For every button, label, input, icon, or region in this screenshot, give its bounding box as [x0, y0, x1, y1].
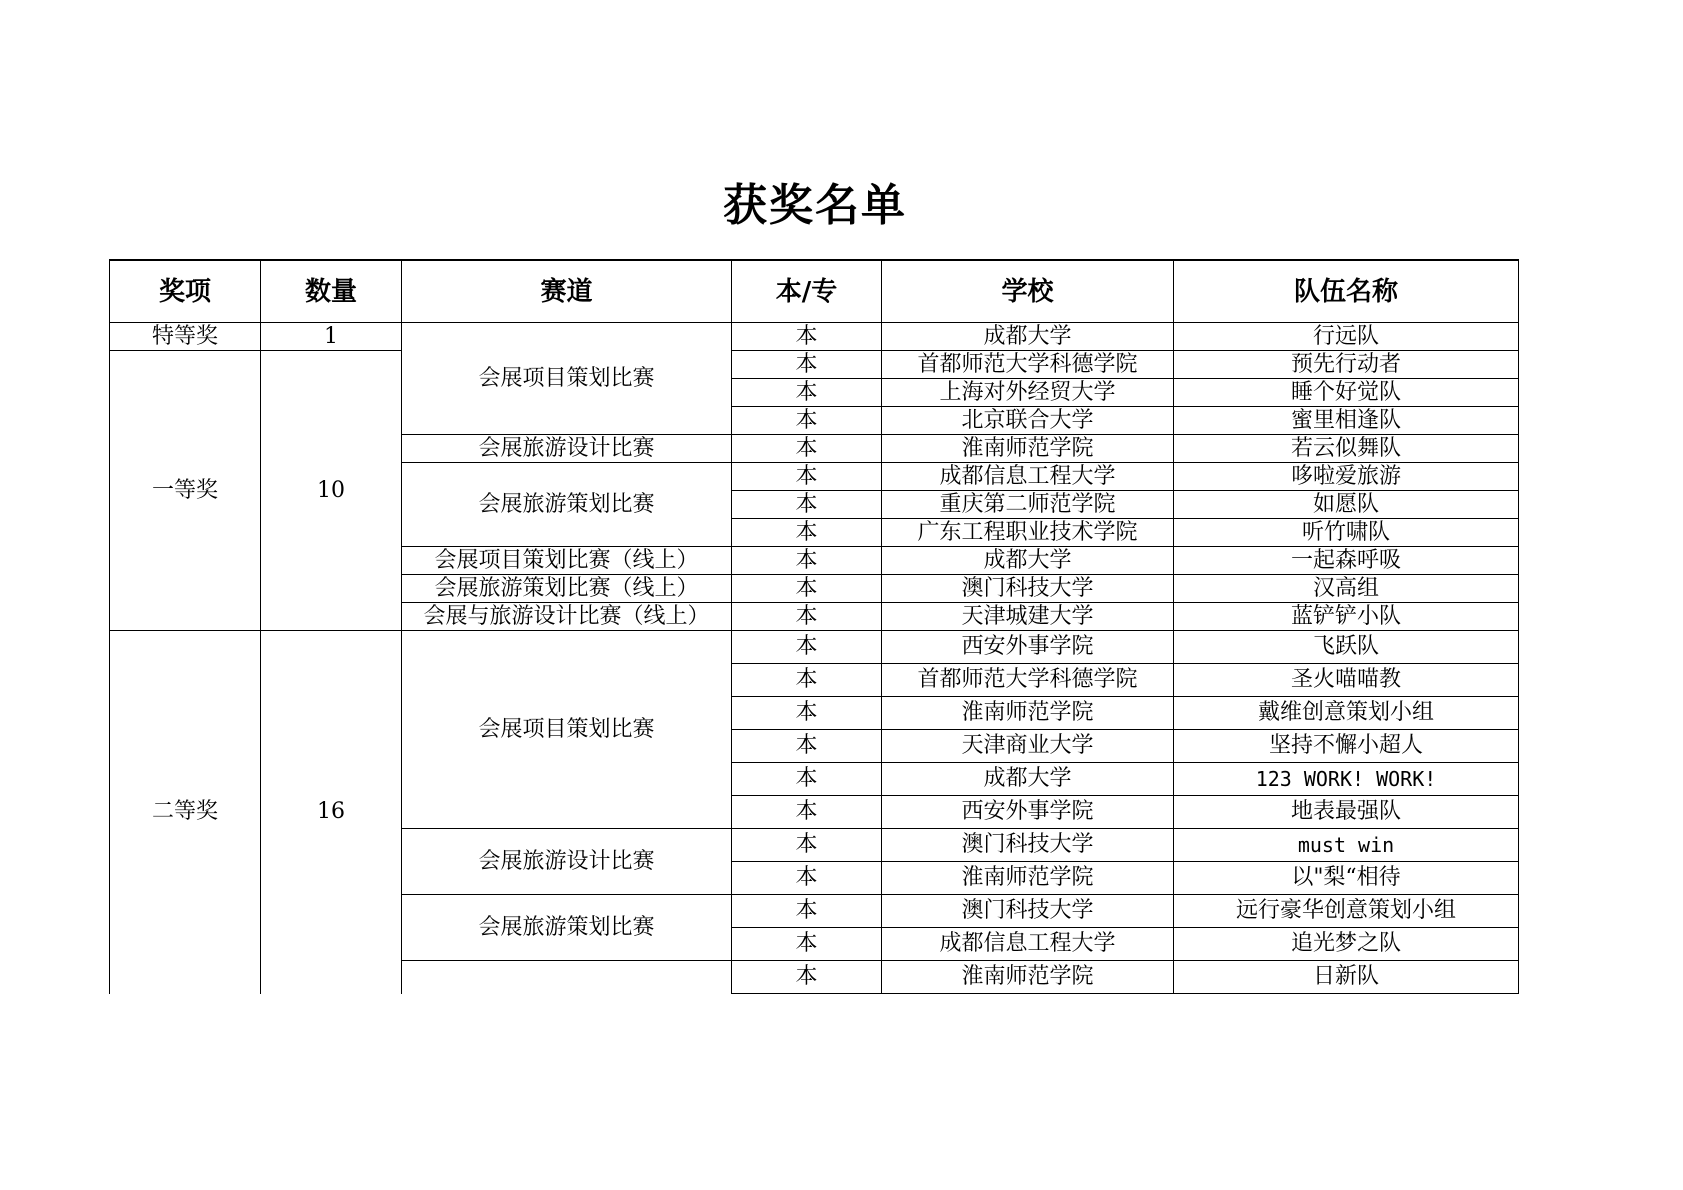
- column-header-track: 赛道: [402, 260, 732, 323]
- team-cell: 听竹啸队: [1174, 519, 1519, 547]
- table-row: [110, 323, 1519, 351]
- level-cell: 本: [732, 351, 882, 379]
- school-cell: 西安外事学院: [882, 796, 1174, 829]
- level-cell: 本: [732, 603, 882, 631]
- school-cell: 成都大学: [882, 763, 1174, 796]
- team-cell: 如愿队: [1174, 491, 1519, 519]
- count-cell: 16: [261, 631, 402, 994]
- school-cell: 澳门科技大学: [882, 575, 1174, 603]
- school-cell: 北京联合大学: [882, 407, 1174, 435]
- page-title: 获奖名单: [723, 180, 907, 231]
- school-cell: 淮南师范学院: [882, 862, 1174, 895]
- column-header-award: 奖项: [110, 260, 261, 323]
- school-cell: 首都师范大学科德学院: [882, 664, 1174, 697]
- school-cell: 成都信息工程大学: [882, 928, 1174, 961]
- level-cell: 本: [732, 379, 882, 407]
- award-cell: 一等奖: [110, 351, 261, 631]
- track-cell: 会展项目策划比赛: [402, 631, 732, 829]
- table-row: [110, 351, 1519, 379]
- team-cell: 飞跃队: [1174, 631, 1519, 664]
- level-cell: 本: [732, 796, 882, 829]
- school-cell: 广东工程职业技术学院: [882, 519, 1174, 547]
- level-cell: 本: [732, 763, 882, 796]
- award-cell: 二等奖: [110, 631, 261, 994]
- team-cell: 蓝铲铲小队: [1174, 603, 1519, 631]
- level-cell: 本: [732, 730, 882, 763]
- level-cell: 本: [732, 862, 882, 895]
- team-cell: 汉高组: [1174, 575, 1519, 603]
- level-cell: 本: [732, 631, 882, 664]
- level-cell: 本: [732, 407, 882, 435]
- team-cell: 若云似舞队: [1174, 435, 1519, 463]
- team-cell: 远行豪华创意策划小组: [1174, 895, 1519, 928]
- team-cell: 哆啦爱旅游: [1174, 463, 1519, 491]
- team-cell: must win: [1174, 829, 1519, 862]
- team-cell: 一起森呼吸: [1174, 547, 1519, 575]
- school-cell: 成都大学: [882, 323, 1174, 351]
- team-cell: 戴维创意策划小组: [1174, 697, 1519, 730]
- level-cell: 本: [732, 323, 882, 351]
- school-cell: 淮南师范学院: [882, 697, 1174, 730]
- team-cell: 行远队: [1174, 323, 1519, 351]
- track-cell: 会展旅游设计比赛: [402, 829, 732, 895]
- level-cell: 本: [732, 547, 882, 575]
- team-cell: 地表最强队: [1174, 796, 1519, 829]
- award-table: [109, 259, 1519, 994]
- count-cell: 10: [261, 351, 402, 631]
- track-cell: 会展项目策划比赛（线上）: [402, 547, 732, 575]
- track-cell: 会展项目策划比赛: [402, 323, 732, 435]
- school-cell: 首都师范大学科德学院: [882, 351, 1174, 379]
- track-cell: 会展旅游策划比赛: [402, 895, 732, 961]
- level-cell: 本: [732, 664, 882, 697]
- school-cell: 西安外事学院: [882, 631, 1174, 664]
- column-header-count: 数量: [261, 260, 402, 323]
- column-header-school: 学校: [882, 260, 1174, 323]
- column-header-team: 队伍名称: [1174, 260, 1519, 323]
- header-row: [110, 260, 1519, 323]
- level-cell: 本: [732, 575, 882, 603]
- team-cell: 以"梨“相待: [1174, 862, 1519, 895]
- track-cell: [402, 961, 732, 994]
- school-cell: 上海对外经贸大学: [882, 379, 1174, 407]
- level-cell: 本: [732, 928, 882, 961]
- level-cell: 本: [732, 829, 882, 862]
- level-cell: 本: [732, 491, 882, 519]
- school-cell: 天津商业大学: [882, 730, 1174, 763]
- team-cell: 睡个好觉队: [1174, 379, 1519, 407]
- school-cell: 淮南师范学院: [882, 435, 1174, 463]
- team-cell: 蜜里相逢队: [1174, 407, 1519, 435]
- school-cell: 澳门科技大学: [882, 895, 1174, 928]
- school-cell: 成都信息工程大学: [882, 463, 1174, 491]
- team-cell: 123 WORK! WORK!: [1174, 763, 1519, 796]
- column-header-level: 本/专: [732, 260, 882, 323]
- track-cell: 会展旅游策划比赛: [402, 463, 732, 547]
- track-cell: 会展旅游策划比赛（线上）: [402, 575, 732, 603]
- school-cell: 天津城建大学: [882, 603, 1174, 631]
- school-cell: 淮南师范学院: [882, 961, 1174, 994]
- school-cell: 成都大学: [882, 547, 1174, 575]
- level-cell: 本: [732, 463, 882, 491]
- track-cell: 会展旅游设计比赛: [402, 435, 732, 463]
- school-cell: 澳门科技大学: [882, 829, 1174, 862]
- school-cell: 重庆第二师范学院: [882, 491, 1174, 519]
- level-cell: 本: [732, 697, 882, 730]
- team-cell: 日新队: [1174, 961, 1519, 994]
- team-cell: 圣火喵喵教: [1174, 664, 1519, 697]
- team-cell: 坚持不懈小超人: [1174, 730, 1519, 763]
- level-cell: 本: [732, 895, 882, 928]
- award-cell: 特等奖: [110, 323, 261, 351]
- team-cell: 预先行动者: [1174, 351, 1519, 379]
- team-cell: 追光梦之队: [1174, 928, 1519, 961]
- track-cell: 会展与旅游设计比赛（线上）: [402, 603, 732, 631]
- level-cell: 本: [732, 519, 882, 547]
- level-cell: 本: [732, 435, 882, 463]
- count-cell: 1: [261, 323, 402, 351]
- level-cell: 本: [732, 961, 882, 994]
- table-row: [110, 631, 1519, 664]
